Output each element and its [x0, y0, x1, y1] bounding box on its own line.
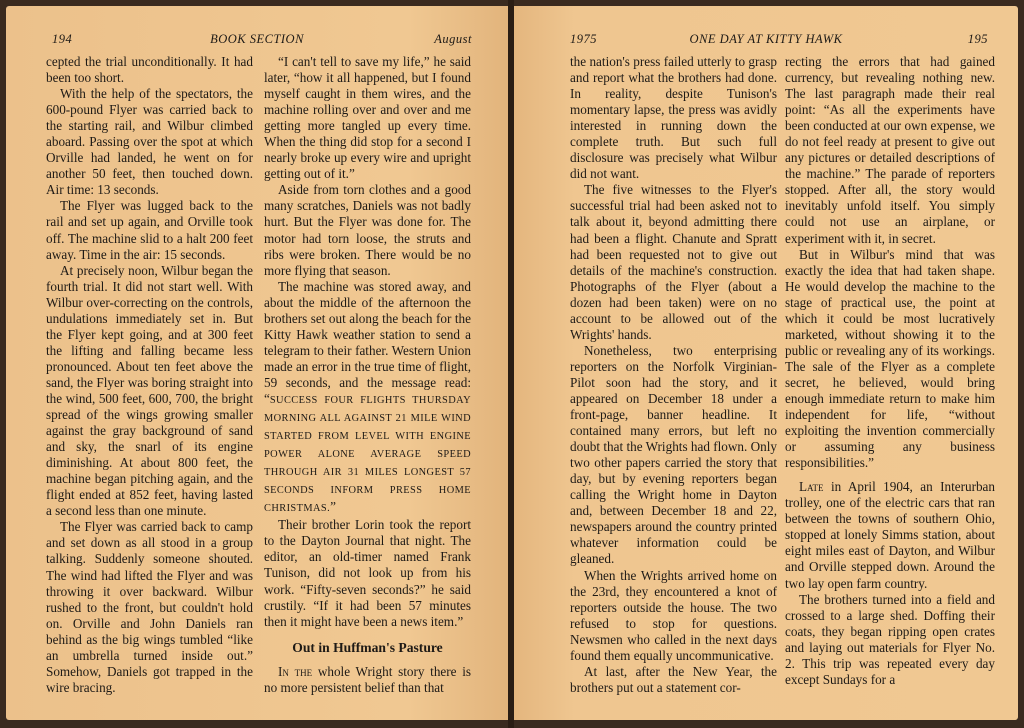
- paragraph: But in Wilbur's mind that was exactly the idea that had taken shape. He would develop the machine to the stage of practical use, the point at which it could be most lucratively marketed, without showing it to the public or revealing any of its workings. The sale of the Flyer as a complete secret, he believed, would bring enough immediate return to make him independent for life, “without exploiting the invention commercially or assuming any business responsibilities.”: [785, 246, 995, 471]
- left-running-month: August: [434, 32, 472, 46]
- paragraph-text: in April 1904, an Interurban trolley, one of the electric cars that ran between the towns of southern Ohio, stopped at lonely Simms station, about eight miles east of Dayton, and Wilbur and Orville stepped down. Around the two lay open farm country.: [785, 479, 995, 591]
- run-in-words: Late: [799, 479, 824, 495]
- right-page-number: 195: [967, 32, 988, 46]
- paragraph: “I can't tell to save my life,” he said later, “how it all happened, but I found myself caught in them wires, and the machine rolling over and over and me getting more tangled up every time. When the thing did stop for a second I nearly broke up every wire and upright getting out of it.”: [264, 54, 471, 182]
- paragraph: The machine was stored away, and about the middle of the afternoon the brothers set out along the beach for the Kitty Hawk weather station to send a telegram to their father. Western Union made an error in the true time of flight, 59 seconds, and the message read: “SUCCESS FOUR FLIGHTS THURSDAY MORNING ALL AGAINST 21 MILE WIND STARTED FROM LEVEL WITH ENGINE POWER ALONE AVERAGE SPEED THROUGH AIR 31 MILES LONGEST 57 SECONDS INFORM PRESS HOME CHRISTMAS.”: [264, 278, 471, 515]
- paragraph: recting the errors that had gained currency, but revealing nothing new. The last paragraph made their real point: “As all the experiments have been conducted at our own expense, we do not feel ready at present to give out any pictures or detailed descriptions of the machine.” The parade of reporters stopped. After all, the story would inevitably unfold itself. You simply could not use an airplane, or experiment with it, in secret.: [785, 54, 995, 246]
- right-running-title: ONE DAY AT KITTY HAWK: [689, 32, 843, 46]
- section-subheading: Out in Huffman's Pasture: [292, 639, 443, 655]
- left-page: [6, 6, 508, 720]
- paragraph: The brothers turned into a field and crossed to a large shed. Doffing their coats, they began ripping open crates and laying out materials for Flyer No. 2. This trip was repeated every day except Sundays for a: [785, 591, 995, 687]
- paragraph: When the Wrights arrived home on the 23rd, they encountered a knot of reporters outside the house. The two refused to stop for questions. Newsmen who called in the next days found them equally uncommunicative.: [570, 567, 777, 663]
- left-page-number: 194: [52, 32, 73, 46]
- paragraph-text: The machine was stored away, and about the middle of the afternoon the brothers set out along the beach for the Kitty Hawk weather station to send a telegram to their father. Western Union made an error in the true time of flight, 59 seconds, and the message read: “: [264, 278, 471, 406]
- left-column-1: [46, 54, 253, 696]
- paragraph: [264, 664, 471, 696]
- paragraph: cepted the trial unconditionally. It had been too short.: [46, 54, 253, 86]
- right-column-1: [570, 54, 777, 696]
- right-column-2: [785, 54, 995, 688]
- paragraph: The Flyer was lugged back to the rail and set up again, and Orville took off. The machine slid to a halt 200 feet away. Time in the air: 15 seconds.: [46, 198, 253, 262]
- paragraph-text: whole Wright story there is no more persistent belief than that: [264, 663, 472, 695]
- left-running-title: BOOK SECTION: [210, 32, 304, 46]
- paragraph: [785, 479, 995, 591]
- telegram-text: SUCCESS FOUR FLIGHTS THURSDAY MORNING ALL AGAINST 21 MILE WIND STARTED FROM LEVEL WITH ENGINE POWER ALONE AVERAGE SPEED THROUGH AIR 31 MILES LONGEST 57 SECONDS INFORM PRESS HOME CHRISTMAS.: [264, 394, 471, 515]
- paragraph: With the help of the spectators, the 600-pound Flyer was carried back to the starting rail, and Wilbur climbed aboard. Passing over the spot at which Orville had landed, he went on for another 50 feet, then touched down. Air time: 13 seconds.: [46, 86, 253, 198]
- paragraph: Their brother Lorin took the report to the Dayton Journal that night. The editor, an old-timer named Frank Tunison, did not look up from his work. “Fifty-seven seconds?” he said crustily. “If it had been 57 minutes then it might have been a news item.”: [264, 517, 471, 629]
- left-column-2: [264, 54, 471, 696]
- right-page: [514, 6, 1018, 720]
- paragraph: The Flyer was carried back to camp and set down as all stood in a group talking. Suddenly someone shouted. The wind had lifted the Flyer and was throwing it over backward. Wilbur rushed to the front, but couldn't hold on. Orville and John Daniels ran behind as the big wings tumbled “like an umbrella turned inside out.” Somehow, Daniels got trapped in the wire bracing.: [46, 519, 253, 695]
- right-running-year: 1975: [570, 32, 597, 46]
- paragraph: Aside from torn clothes and a good many scratches, Daniels was not badly hurt. But the Flyer was done for. The motor had torn loose, the struts and ribs were broken. There would be no more flying that season.: [264, 182, 471, 278]
- paragraph: At precisely noon, Wilbur began the fourth trial. It did not start well. With Wilbur over-correcting on the controls, undulations immediately set in. But the Flyer kept going, and at 300 feet the lifting and falling became less pronounced. About ten feet above the sand, the Flyer was boring straight into the wind, 500 feet, 600, 700, the bright spread of the wings growing smaller against the gray background of sand and sky, the snarl of its engine diminishing. At about 800 feet, the machine began pitching again, and the flight ended at 852 feet, having lasted a second less than one minute.: [46, 262, 253, 519]
- paragraph: At last, after the New Year, the brothers put out a statement cor-: [570, 663, 777, 695]
- run-in-words: In the: [278, 663, 313, 679]
- paragraph: Nonetheless, two enterprising reporters on the Norfolk Virginian-Pilot soon had the story, and it appeared on December 18 under a front-page, banner headline. It contained many errors, but left no doubt that the Wrights had flown. Only two other papers carried the story that day, but by evening reporters began calling the Wright home in Dayton and, between December 18 and 22, newspapers around the country printed whatever information could be gleaned.: [570, 342, 777, 567]
- paragraph: the nation's press failed utterly to grasp and report what the brothers had done. In reality, despite Tunison's momentary lapse, the press was avidly interested in running down the complete truth. But such full disclosure was precisely what Wilbur did not want.: [570, 54, 777, 182]
- paragraph: The five witnesses to the Flyer's successful trial had been asked not to talk about it, beyond admitting there had been a flight. Chanute and Spratt had been requested not to give out details of the machine's construction. Photographs of the Flyer (about a dozen had been taken) were on no account to be allowed out of the Wrights' hands.: [570, 182, 777, 342]
